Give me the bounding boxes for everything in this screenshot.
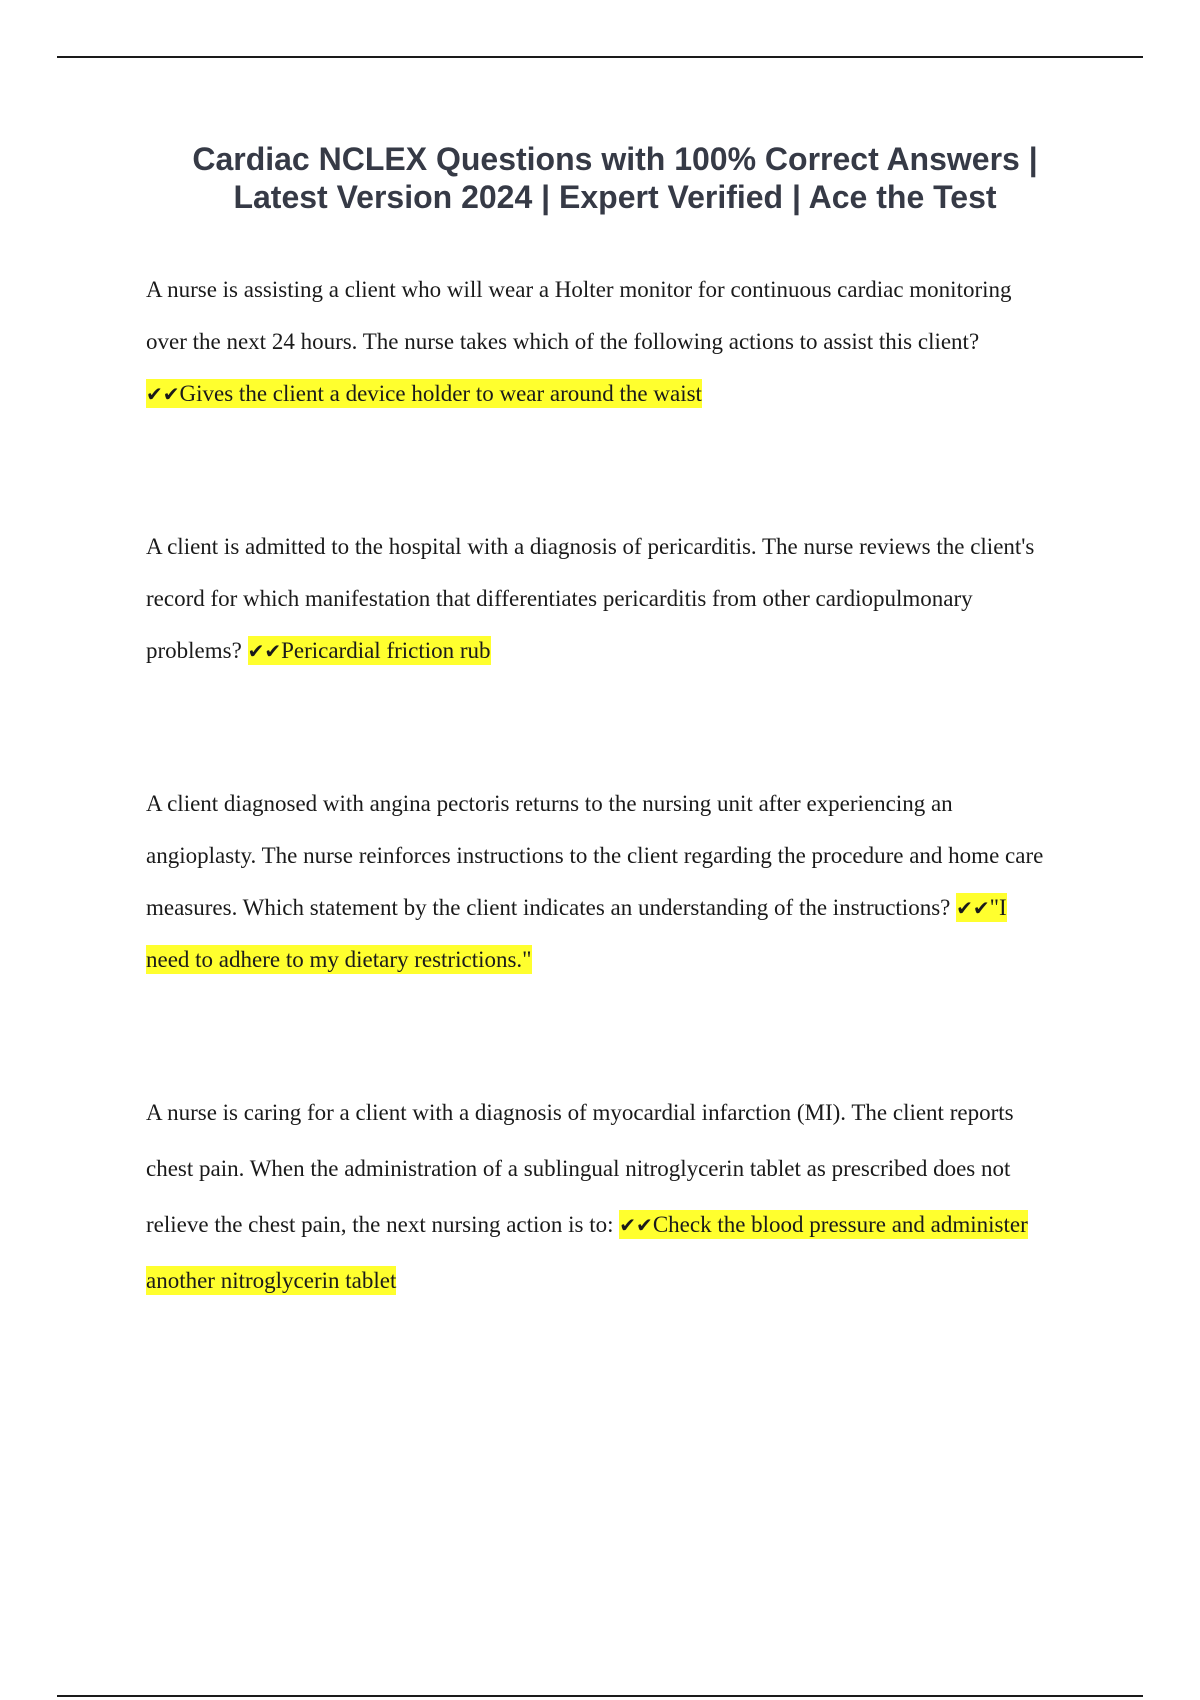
double-check-icon: ✔✔ [956,896,990,920]
top-divider [57,56,1143,58]
answer-text: "I need to adhere to my dietary restrictions." [146,895,1007,972]
bottom-divider [57,1695,1143,1697]
question-text: A nurse is assisting a client who will wear a Holter monitor for continuous cardiac monitoring over the next 24 hours. The nurse takes which of the following actions to assist this client? [146,277,1012,354]
question-block [146,778,1046,986]
question-text: A client is admitted to the hospital with a diagnosis of pericarditis. The nurse reviews the client's record for which manifestation that differentiates pericarditis from other cardiopulmonary problems? [146,534,1035,663]
answer-highlight [146,379,702,408]
question-block [146,264,1046,420]
double-check-icon: ✔✔ [619,1213,653,1237]
double-check-icon: ✔✔ [247,639,282,663]
document-title: Cardiac NCLEX Questions with 100% Correct Answers | Latest Version 2024 | Expert Verified | Ace the Test [192,141,1038,215]
question-text: A client diagnosed with angina pectoris returns to the nursing unit after experiencing an angioplasty. The nurse reinforces instructions to the client regarding the procedure and home care measures. Which statement by the client indicates an understanding of the instructions? [146,791,1044,920]
question-block [146,521,1046,677]
answer-text: Gives the client a device holder to wear around the waist [179,381,702,406]
answer-highlight [248,636,491,665]
question-block [146,1085,1046,1309]
double-check-icon: ✔✔ [146,382,180,406]
question-text: A nurse is caring for a client with a diagnosis of myocardial infarction (MI). The client reports chest pain. When the administration of a sublingual nitroglycerin tablet as prescribed does not relieve the chest pain, the next nursing action is to: [146,1100,1014,1237]
answer-text: Pericardial friction rub [281,638,491,663]
answer-text: Check the blood pressure and administer another nitroglycerin tablet [146,1212,1028,1293]
